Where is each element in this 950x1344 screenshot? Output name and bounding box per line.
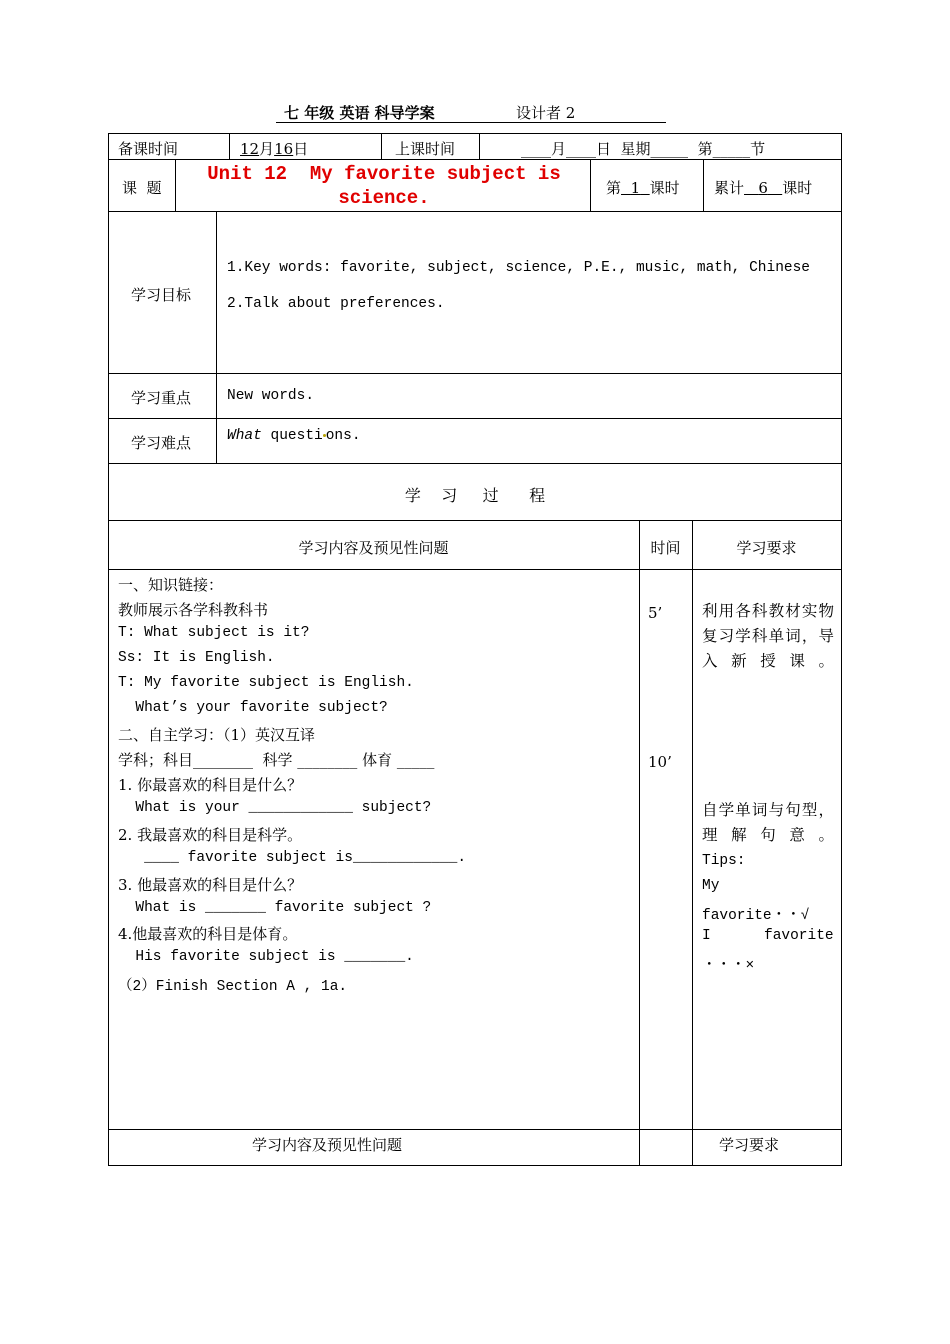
- content-line: What is _______ favorite subject ?: [118, 900, 432, 916]
- content-line: What’s your favorite subject?: [118, 700, 388, 716]
- objectives-label: 学习目标: [131, 286, 192, 304]
- content-line: His favorite subject is _______.: [118, 949, 414, 965]
- period-prefix: 第: [606, 179, 622, 197]
- prep-time-label: 备课时间: [118, 140, 179, 158]
- content-line: （2）Finish Section A , 1a.: [118, 979, 348, 995]
- content-line: 1. 你最喜欢的科目是什么？: [118, 776, 303, 794]
- column-requirement-header: 学习要求: [736, 539, 797, 557]
- tips-label: Tips:: [702, 853, 746, 869]
- total-value: 6: [758, 179, 768, 197]
- content-line: T: My favorite subject is English.: [118, 675, 414, 691]
- objectives-line2: 2.Talk about preferences.: [227, 296, 445, 312]
- topic-label: 课 题: [122, 179, 162, 197]
- header-title: 七 年级 英语 科导学案: [284, 104, 435, 122]
- document-header: [276, 102, 666, 123]
- content-line: 二、自主学习：（1）英汉互译: [118, 726, 316, 744]
- process-title: 学 习 过 程: [404, 486, 546, 505]
- content-line: 4.他最喜欢的科目是体育。: [118, 925, 298, 943]
- lesson-title-line2: science.: [338, 187, 430, 209]
- time-value: 10’: [648, 753, 672, 771]
- column-content-header: 学习内容及预见性问题: [298, 539, 449, 557]
- class-time-label: 上课时间: [395, 140, 456, 158]
- prep-day-unit: 日: [293, 140, 309, 158]
- difficulty-text: What questi ons.: [227, 428, 361, 444]
- content-line: What is your ____________ subject?: [118, 800, 432, 816]
- content-line: T: What subject is it?: [118, 625, 310, 641]
- focus-label: 学习重点: [131, 389, 192, 407]
- prep-month-unit: 月: [259, 140, 275, 158]
- focus-text: New words.: [227, 388, 315, 404]
- tip-2b: favorite: [764, 928, 834, 944]
- content-line: 2. 我最喜欢的科目是科学。: [118, 826, 303, 844]
- total-suffix: 课时: [782, 179, 813, 197]
- time-value: 5’: [648, 604, 663, 622]
- tip-2c: ・・・×: [702, 958, 755, 974]
- content-line: 一、知识链接：: [118, 576, 224, 594]
- period-suffix: 课时: [649, 179, 680, 197]
- content-line: 教师展示各学科教科书: [118, 601, 269, 619]
- total-prefix: 累计: [714, 179, 745, 197]
- requirement-block-1: 利用各科教材实物复习学科单词，导入新授课。: [702, 602, 834, 670]
- header-designer: 设计者 2: [516, 104, 576, 122]
- period-count: [606, 177, 680, 198]
- class-time-fields: ____月____日 星期_____ 第_____节: [521, 140, 766, 158]
- difficulty-label: 学习难点: [131, 434, 192, 452]
- column-time-header: 时间: [650, 539, 681, 557]
- content-line: 3. 他最喜欢的科目是什么？: [118, 876, 303, 894]
- footer-content-header: 学习内容及预见性问题: [252, 1136, 403, 1154]
- prep-month: 12: [240, 140, 260, 158]
- lesson-title-line1: Unit 12 My favorite subject is: [207, 163, 561, 185]
- tip-2a: I: [702, 928, 711, 944]
- tip-1b: favorite・・√: [702, 908, 810, 924]
- prep-day: 16: [274, 140, 294, 158]
- footer-requirement-header: 学习要求: [719, 1136, 780, 1154]
- tip-1a: My: [702, 878, 720, 894]
- content-line: ____ favorite subject is____________.: [118, 850, 467, 866]
- content-line: 学科；科目________ 科学 ________ 体育 _____: [118, 751, 435, 769]
- prep-date: [240, 138, 308, 159]
- objectives-line1: 1.Key words: favorite, subject, science, P.E., music, math, Chinese: [227, 260, 810, 276]
- requirement-block-2: 自学单词与句型，理解句意。: [702, 801, 834, 844]
- content-line: Ss: It is English.: [118, 650, 275, 666]
- total-count: [714, 177, 812, 198]
- period-value: 1: [630, 179, 641, 197]
